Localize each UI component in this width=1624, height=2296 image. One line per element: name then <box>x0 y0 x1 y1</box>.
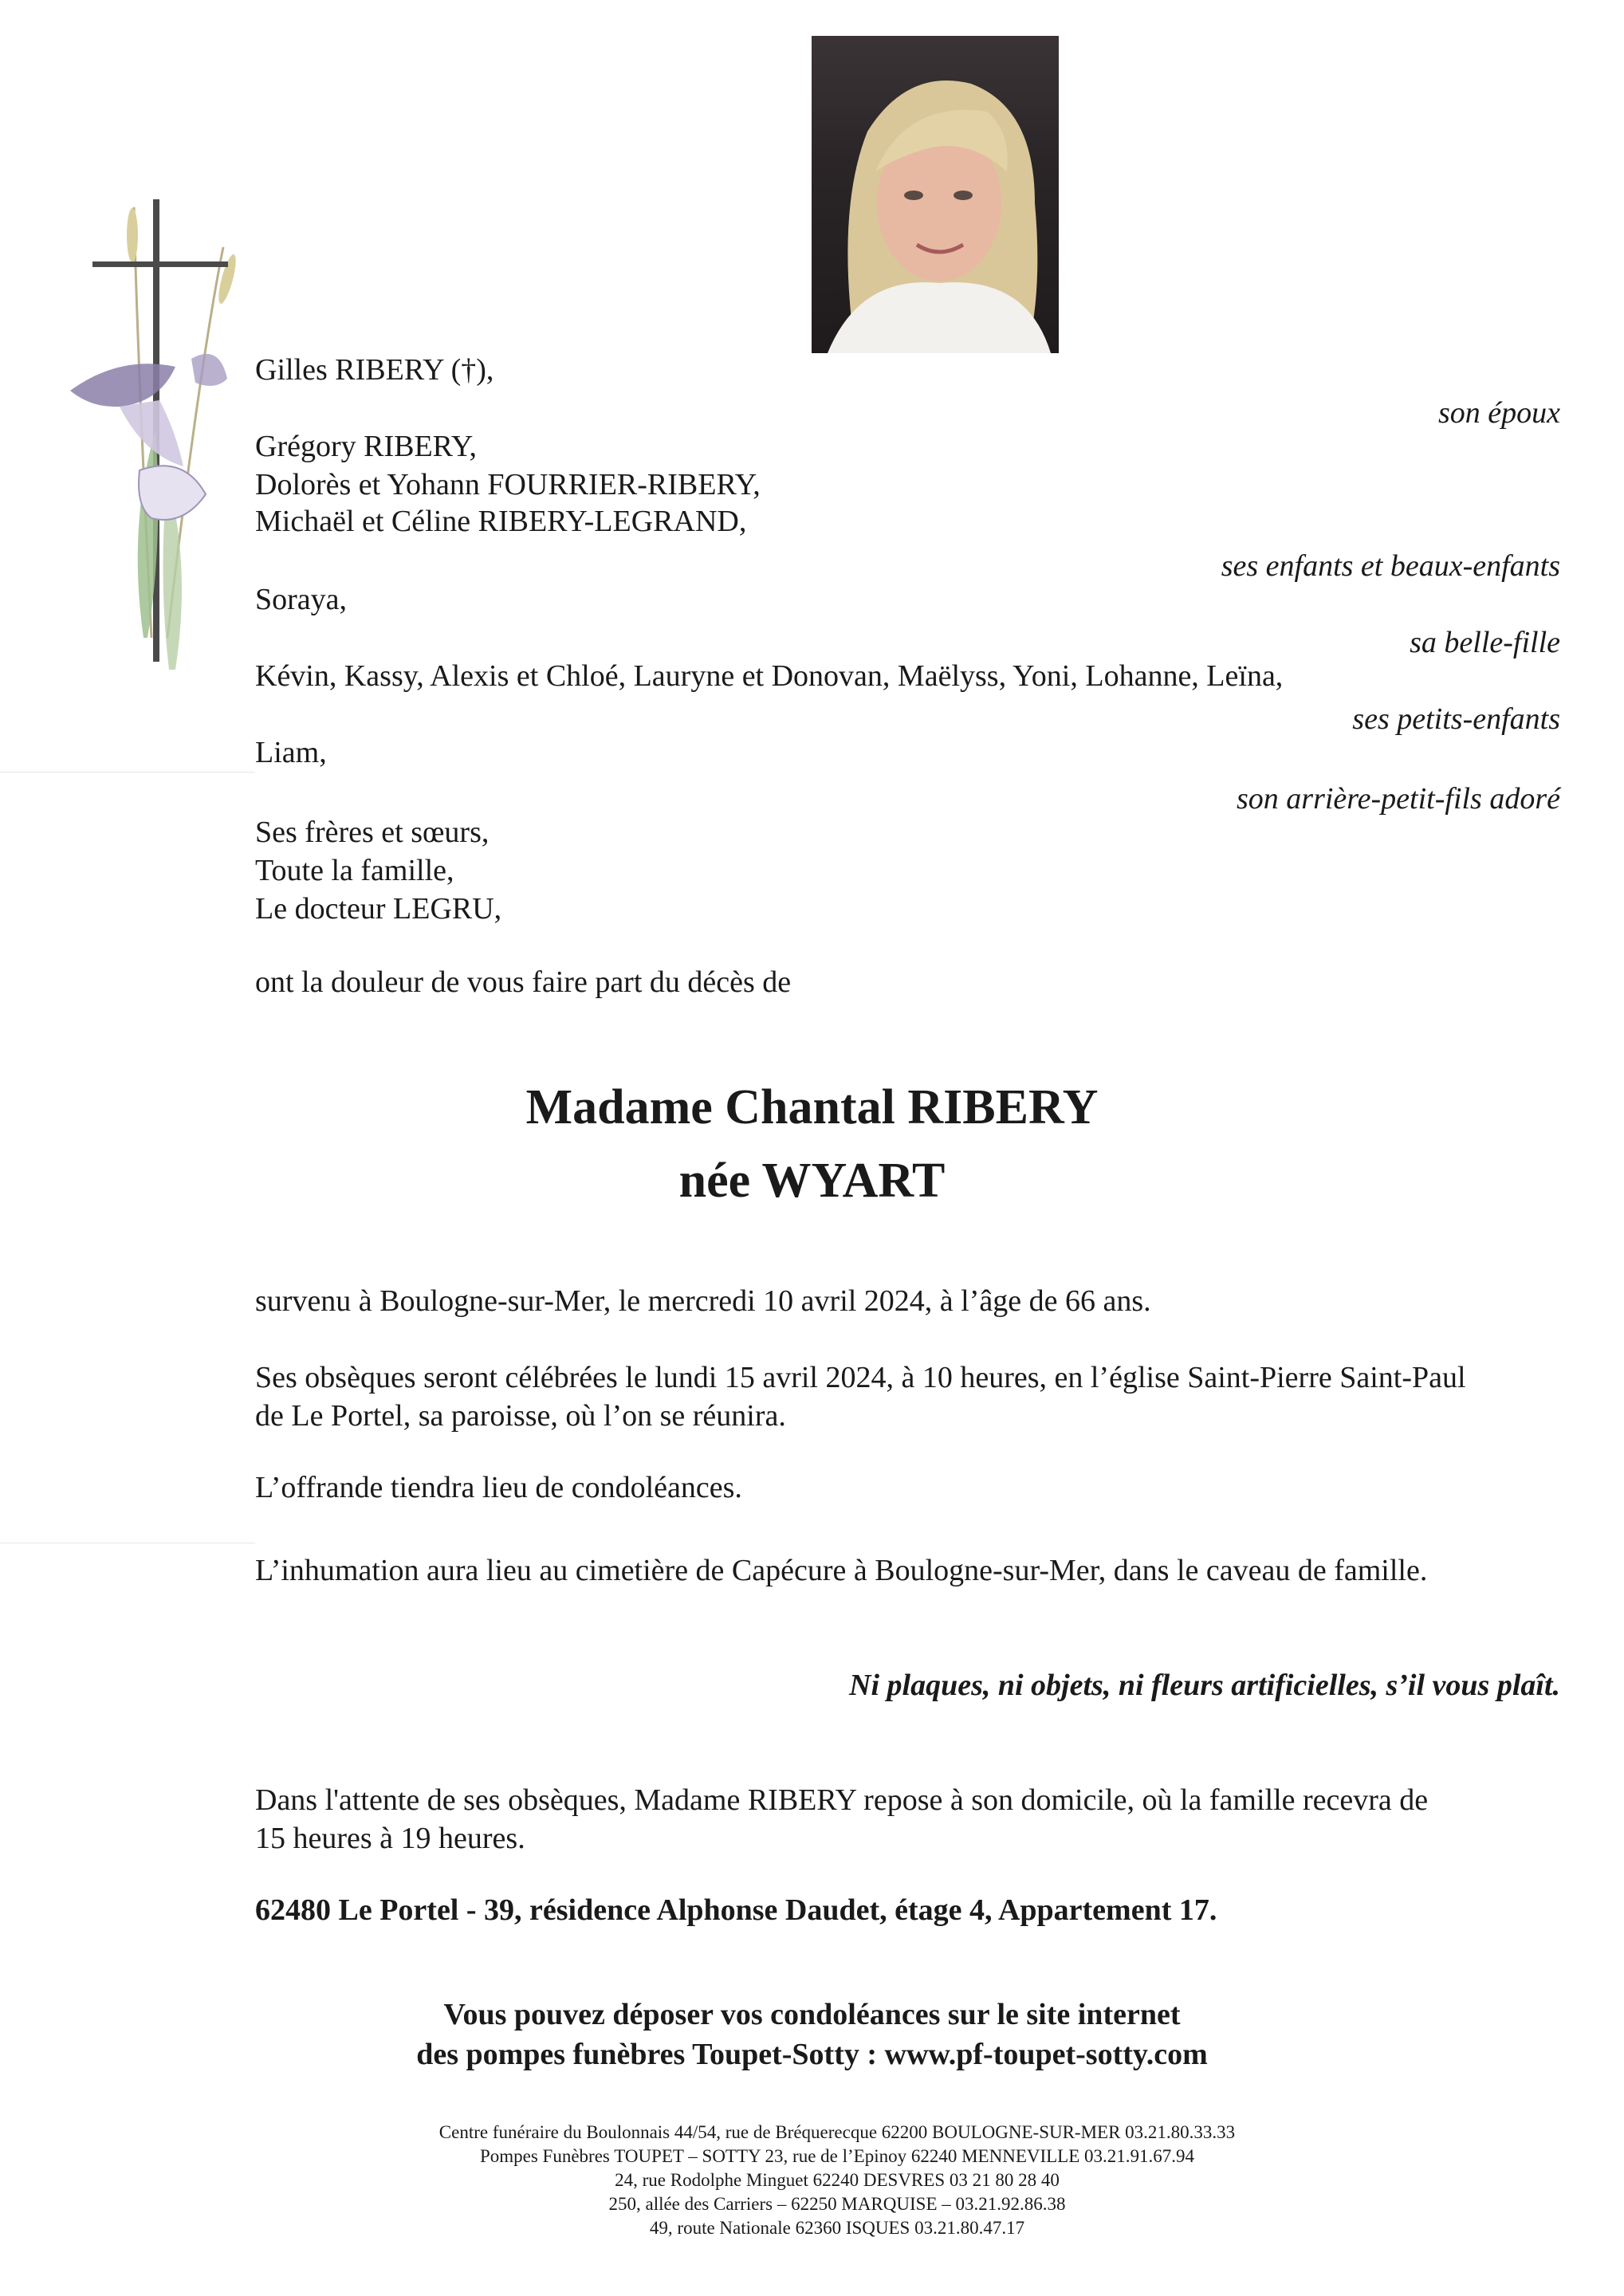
cross-lily-icon <box>64 191 247 702</box>
wake-line-2: 15 heures à 19 heures. <box>255 1822 525 1855</box>
footer-line: 49, route Nationale 62360 ISQUES 03.21.80.47.17 <box>649 2218 1025 2238</box>
grandchildren-line: Kévin, Kassy, Alexis et Chloé, Lauryne et Donovan, Maëlyss, Yoni, Lohanne, Leïna, <box>255 659 1284 693</box>
announcement-intro: ont la douleur de vous faire part du décès de <box>255 965 792 999</box>
footer-line: Centre funéraire du Boulonnais 44/54, rue de Bréquerecque 62200 BOULOGNE-SUR-MER 03.21.80.33.33 <box>438 2122 1236 2142</box>
epoux-role: son époux <box>1437 396 1560 430</box>
condolence-line-2: des pompes funèbres Toupet-Sotty : www.pf-toupet-sotty.com <box>416 2038 1208 2071</box>
family-all-line: Toute la famille, <box>255 854 454 887</box>
burial-line: L’inhumation aura lieu au cimetière de Capécure à Boulogne-sur-Mer, dans le caveau de famille. <box>255 1554 1428 1587</box>
wake-line-1: Dans l'attente de ses obsèques, Madame RIBERY repose à son domicile, où la famille recevra de <box>255 1783 1429 1817</box>
offering-line: L’offrande tiendra lieu de condoléances. <box>255 1471 742 1504</box>
liam-line: Liam, <box>255 736 327 769</box>
funeral-line-1: Ses obsèques seront célébrées le lundi 15 avril 2024, à 10 heures, en l’église Saint-Pierre Saint-Paul <box>255 1361 1466 1394</box>
death-info: survenu à Boulogne-sur-Mer, le mercredi 10 avril 2024, à l’âge de 66 ans. <box>255 1284 1151 1318</box>
footer-line: 24, rue Rodolphe Minguet 62240 DESVRES 03 21 80 28 40 <box>615 2170 1060 2190</box>
deceased-maiden-name: née WYART <box>678 1154 946 1208</box>
child-dolores: Dolorès et Yohann FOURRIER-RIBERY, <box>255 468 761 501</box>
portrait-photo <box>812 36 1059 353</box>
wake-address: 62480 Le Portel - 39, résidence Alphonse Daudet, étage 4, Appartement 17. <box>255 1893 1217 1927</box>
funeral-home-footer <box>239 2121 1435 2240</box>
belle-fille-role: sa belle-fille <box>1410 626 1560 659</box>
gilles-line: Gilles RIBERY (†), <box>255 353 494 387</box>
grandchildren-role: ses petits-enfants <box>1352 702 1560 736</box>
funeral-line-2: de Le Portel, sa paroisse, où l’on se réunira. <box>255 1399 786 1433</box>
soraya-line: Soraya, <box>255 583 348 616</box>
footer-line: Pompes Funèbres TOUPET – SOTTY 23, rue de l’Epinoy 62240 MENNEVILLE 03.21.91.67.94 <box>479 2146 1195 2166</box>
great-grandson-role: son arrière-petit-fils adoré <box>1237 782 1560 816</box>
margin-divider <box>0 772 255 773</box>
portrait-image <box>812 36 1059 353</box>
no-flowers-note: Ni plaques, ni objets, ni fleurs artificielles, s’il vous plaît. <box>849 1669 1560 1702</box>
siblings-line: Ses frères et sœurs, <box>255 816 490 849</box>
doctor-line: Le docteur LEGRU, <box>255 892 502 926</box>
child-gregory: Grégory RIBERY, <box>255 430 477 463</box>
child-michael: Michaël et Céline RIBERY-LEGRAND, <box>255 505 747 538</box>
footer-line: 250, allée des Carriers – 62250 MARQUISE – 03.21.92.86.38 <box>608 2194 1066 2214</box>
condolence-line-1: Vous pouvez déposer vos condoléances sur le site internet <box>443 1998 1181 2031</box>
children-role: ses enfants et beaux-enfants <box>1221 549 1560 583</box>
deceased-name: Madame Chantal RIBERY <box>525 1080 1099 1134</box>
